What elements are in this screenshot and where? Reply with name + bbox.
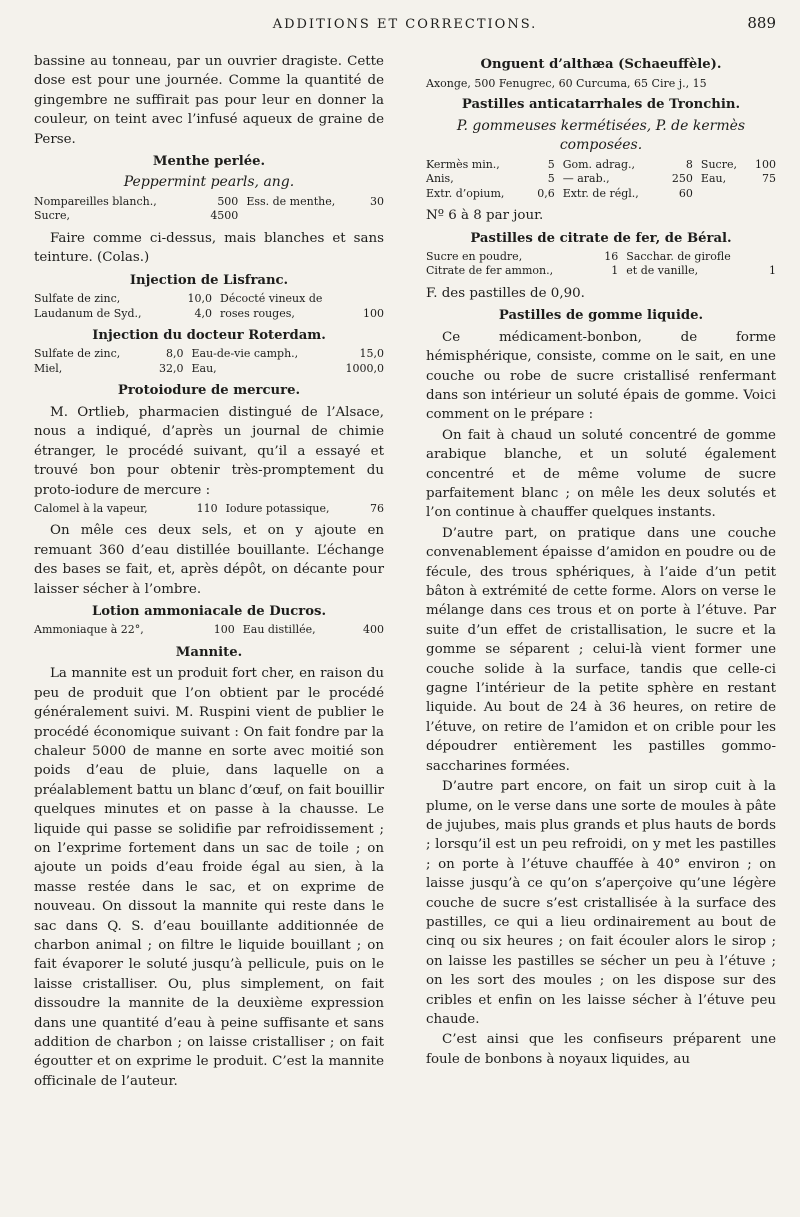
right-column [426, 52, 776, 1092]
running-title: ADDITIONS ET CORRECTIONS. [272, 17, 538, 32]
formula-row: Ammoniaque à 22°, 100 Eau distillée, 400 [34, 623, 384, 637]
formula-row: Sucre, 4500 [34, 209, 239, 223]
formula-line: Axonge, 500 Fenugrec, 60 Curcuma, 65 Cire j., 15 [426, 77, 707, 91]
formula-table [34, 502, 384, 517]
two-column-body [34, 52, 776, 1092]
left-column [34, 52, 384, 1092]
section-heading: Injection de Lisfranc. [129, 272, 289, 288]
section-heading: Menthe perlée. [152, 154, 266, 170]
paragraph: La mannite est un produit fort cher, en raison du peu de produit que l’on obtient par le procédé généralement suivi. M. Ruspini vient de publier le procédé économique suivant : On fait fondre par la chaleur 5000 de manne en sorte avec moitié son poids d’eau de pluie, dans laquelle on a préalablement battu un blanc d’œuf, on fait bouillir quelques minutes et on passe à la chausse. Le liquide qui passe se solidifie par refroidissement ; on l’exprime fortement dans un sac de toile ; on ajoute un poids d’eau froide égal au sien, à la masse restée dans le sac, et on exprime de nouveau. On dissout la mannite qui reste dans le sac dans Q. S. d’eau bouillante additionnée de charbon animal ; on filtre le liquide bouillant ; on fait évaporer le soluté jusqu’à pellicule, puis on le laisse cristalliser. Ou, plus simplement, on fait dissoudre la mannite de la deuxième expression dans une quantité d’eau à peine suffisante et sans addition de charbon ; on laisse cristalliser ; on fait égoutter et on exprime le produit. C’est la mannite officinale de l’auteur. [34, 666, 385, 1089]
paragraph: C’est ainsi que les confiseurs préparent une foule de bonbons à noyaux liquides, au [426, 1032, 776, 1067]
formula-table [34, 292, 384, 321]
formula-row: Sulfate de zinc, 10,0 Décocté vineux de [34, 292, 323, 306]
section-heading: Pastilles de citrate de fer, de Béral. [470, 230, 732, 246]
paragraph: M. Ortlieb, pharmacien distingué de l’Alsace, nous a indiqué, d’après un journal de chimie étranger, le procédé suivant, qu’il a essayé et trouvé bon pour obtenir très-promptement du proto-iodure de mercure : [34, 404, 384, 498]
formula-row: Laudanum de Syd., 4,0 roses rouges, 100 [34, 306, 384, 320]
formula-row: Sucre en poudre, 16 Sacchar. de girofle [426, 249, 731, 263]
formula-table [426, 158, 776, 202]
formula-table [34, 623, 384, 638]
section-subtitle: P. gommeuses kermétisées, P. de kermès composées. [456, 117, 746, 154]
page-number: 889 [747, 14, 776, 32]
section-heading: Mannite. [175, 644, 243, 660]
formula-row: Sulfate de zinc, 8,0 Eau-de-vie camph., 15,0 [34, 347, 384, 361]
formula-row: Nompareilles blanch., 500 Ess. de menthe, 30 [34, 194, 384, 208]
paragraph: D’autre part, on pratique dans une couche convenablement épaisse d’amidon en poudre ou de fécule, des trous sphériques, à l’aide d’un petit bâton à extrémité de cette forme. Alors on verse le mélange dans ces trous et on porte à l’étuve. Par suite d’un effet de cristallisation, le sucre et la gomme se séparent ; celui-là vient former une couche solide à la surface, tandis que celle-ci gagne l’intérieur de la petite sphère en restant liquide. Au bout de 24 à 36 heures, on retire de l’étuve, on retire de l’amidon et on crible pour les dépoudrer entièrement les pastilles gommo-saccharines formées. [426, 525, 776, 774]
paragraph: D’autre part encore, on fait un sirop cuit à la plume, on le verse dans une sorte de moules à pâte de jujubes, mais plus grands et plus hauts de bords ; lorsqu’il est un peu refroidi, on y met les pastilles ; on porte à l’étuve chauffée à 40° environ ; on laisse jusqu’à ce qu’on s’aperçoive qu’une légère couche de sucre s’est cristallisée à la surface des pastilles, ce qui a lieu ordinairement au bout de cinq ou six heures ; on fait écouler alors le sirop ; on laisse les pastilles se sécher un peu à l’étuve ; on les sort des moules ; on les dispose sur des cribles et enfin on les laisse sécher à l’étuve peu chaude. [426, 779, 776, 1027]
formula-row: Citrate de fer ammon., 1 et de vanille, 1 [426, 264, 776, 278]
section-heading: Lotion ammoniacale de Ducros. [91, 604, 327, 620]
section-heading: Injection du docteur Roterdam. [92, 328, 326, 344]
page-header [34, 14, 776, 42]
section-heading: Protoiodure de mercure. [117, 383, 301, 399]
section-heading: Pastilles anticatarrhales de Tronchin. [461, 97, 741, 113]
formula-table [34, 347, 384, 376]
formula-row: Extr. d’opium, 0,6 Extr. de régl., 60 [426, 186, 693, 200]
section-subtitle: Peppermint pearls, ang. [123, 174, 295, 191]
paragraph: On fait à chaud un soluté concentré de gomme arabique blanche, et un soluté également concentré et de même volume de sucre parfaitement blanc ; on mêle les deux solutés et l’on continue à chauffer quelques instants. [426, 427, 776, 521]
formula-table [426, 250, 776, 279]
section-heading: Onguent d’althæa (Schaeuffèle). [480, 57, 722, 72]
price-line: F. des pastilles de 0,90. [426, 285, 585, 301]
paragraph: bassine au tonneau, par un ouvrier dragiste. Cette dose est pour une journée. Comme la quantité de gingembre ne suffirait pas pour leur en donner la couleur, on teint avec l’infusé aqueux de graine de Perse. [34, 54, 384, 147]
paragraph: On mêle ces deux sels, et on y ajoute en remuant 360 d’eau distillée bouillante. L’échange des bases se fait, et, après dépôt, on décante pour laisser sécher à l’ombre. [34, 523, 384, 597]
dosage-line: Nº 6 à 8 par jour. [426, 208, 544, 224]
formula-row: Miel, 32,0 Eau, 1000,0 [34, 361, 384, 375]
formula-table [34, 195, 384, 224]
paragraph: Ce médicament-bonbon, de forme hémisphérique, consiste, comme on le sait, en une couche ou robe de sucre cristallisé renfermant dans son intérieur un soluté épais de gomme. Voici comment on le prépare : [426, 329, 776, 423]
formula-row: Anis, 5 — arab., 250 Eau, 75 [426, 172, 776, 186]
paragraph: Faire comme ci-dessus, mais blanches et sans teinture. (Colas.) [34, 230, 384, 266]
section-heading: Pastilles de gomme liquide. [498, 308, 704, 324]
formula-row: Kermès min., 5 Gom. adrag., 8 Sucre, 100 [426, 157, 776, 171]
formula-row: Calomel à la vapeur, 110 Iodure potassique, 76 [34, 501, 384, 515]
